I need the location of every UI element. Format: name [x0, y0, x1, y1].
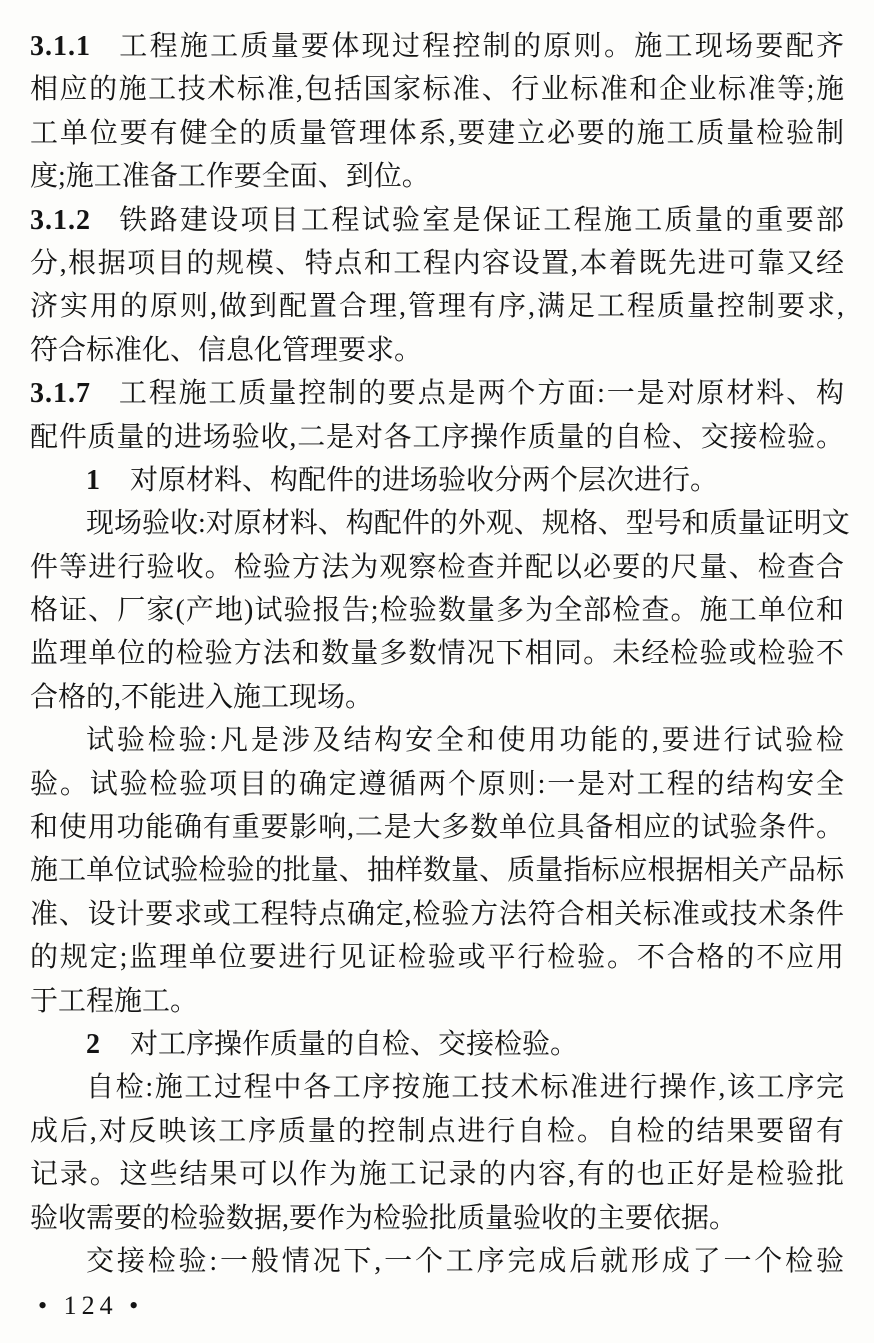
body-text: 相应的施工技术标准,包括国家标准、行业标准和企业标准等;施 [30, 74, 844, 106]
section-number: 3.1.2 [30, 204, 91, 236]
body-text: 交接检验:一般情况下,一个工序完成后就形成了一个检验 [86, 1245, 844, 1277]
body-line [30, 68, 844, 111]
list-item-1-line [30, 459, 844, 502]
body-line [30, 112, 844, 155]
body-text: 工程施工质量要体现过程控制的原则。施工现场要配齐 [117, 31, 844, 62]
body-line [30, 806, 844, 849]
body-text: 记录。这些结果可以作为施工记录的内容,有的也正好是检验批 [30, 1159, 844, 1191]
paragraph-first-line [30, 719, 844, 762]
body-line [30, 1110, 844, 1153]
body-line [30, 936, 844, 979]
paragraph-first-line [30, 502, 850, 545]
body-line [30, 1197, 844, 1240]
list-item-2-line [30, 1023, 844, 1066]
body-text: 的规定;监理单位要进行见证检验或平行检验。不合格的不应用 [30, 942, 844, 974]
body-text: 准、设计要求或工程特点确定,检验方法符合相关标准或技术条件 [30, 898, 844, 930]
body-text: 铁路建设项目工程试验室是保证工程施工质量的重要部 [117, 204, 844, 236]
list-item-number: 2 [86, 1028, 100, 1060]
body-text: 试验检验:凡是涉及结构安全和使用功能的,要进行试验检 [86, 725, 844, 757]
body-text: 验。试验检验项目的确定遵循两个原则:一是对工程的结构安全 [30, 768, 844, 800]
body-text: 自检:施工过程中各工序按施工技术标准进行操作,该工序完 [86, 1072, 844, 1104]
body-line [30, 589, 844, 632]
page-number: • 124 • [38, 1291, 144, 1321]
section-number: 3.1.1 [30, 31, 91, 62]
body-text: 监理单位的检验方法和数量多数情况下相同。未经检验或检验不 [30, 638, 844, 670]
body-text: 合格的,不能进入施工现场。 [30, 681, 374, 713]
body-text: 验收需要的检验数据,要作为检验批质量验收的主要依据。 [30, 1202, 738, 1234]
paragraph-first-line [30, 1240, 844, 1283]
body-text: 和使用功能确有重要影响,二是大多数单位具备相应的试验条件。 [30, 812, 844, 844]
body-line [30, 155, 844, 198]
body-line [30, 1153, 844, 1196]
body-text: 对工序操作质量的自检、交接检验。 [130, 1028, 579, 1060]
list-item-number: 1 [86, 464, 100, 496]
body-text: 施工单位试验检验的批量、抽样数量、质量指标应根据相关产品标 [30, 855, 844, 887]
body-line [30, 893, 844, 936]
body-text: 成后,对反映该工序质量的控制点进行自检。自检的结果要留有 [30, 1115, 844, 1147]
body-line [30, 676, 844, 719]
paragraph-first-line [30, 1066, 844, 1109]
body-text: 符合标准化、信息化管理要求。 [30, 334, 423, 366]
body-line [30, 285, 844, 328]
section-number: 3.1.7 [30, 378, 91, 410]
body-text: 现场验收:对原材料、构配件的外观、规格、型号和质量证明文 [86, 508, 850, 540]
body-text: 济实用的原则,做到配置合理,管理有序,满足工程质量控制要求, [30, 291, 844, 323]
body-text: 度;施工准备工作要全面、到位。 [30, 161, 430, 193]
body-line [30, 416, 844, 459]
body-text: 分,根据项目的规模、特点和工程内容设置,本着既先进可靠又经 [30, 247, 844, 279]
body-text: 配件质量的进场验收,二是对各工序操作质量的自检、交接检验。 [30, 421, 844, 453]
body-line [30, 242, 844, 285]
body-text: 工程施工质量控制的要点是两个方面:一是对原材料、构 [117, 378, 844, 410]
body-text: 对原材料、构配件的进场验收分两个层次进行。 [130, 464, 719, 496]
body-line [30, 546, 844, 589]
section-3.1.7-line [30, 372, 844, 415]
body-text: 于工程施工。 [30, 985, 199, 1017]
body-line [30, 849, 844, 892]
body-text: 工单位要有健全的质量管理体系,要建立必要的施工质量检验制 [30, 117, 844, 149]
body-line [30, 632, 844, 675]
body-line [30, 329, 844, 372]
section-3.1.1-line [30, 25, 844, 68]
body-text: 格证、厂家(产地)试验报告;检验数量多为全部检查。施工单位和 [30, 595, 844, 627]
body-line [30, 980, 844, 1023]
body-line [30, 763, 844, 806]
body-text: 件等进行验收。检验方法为观察检查并配以必要的尺量、检查合 [30, 551, 844, 583]
section-3.1.2-line [30, 199, 844, 242]
